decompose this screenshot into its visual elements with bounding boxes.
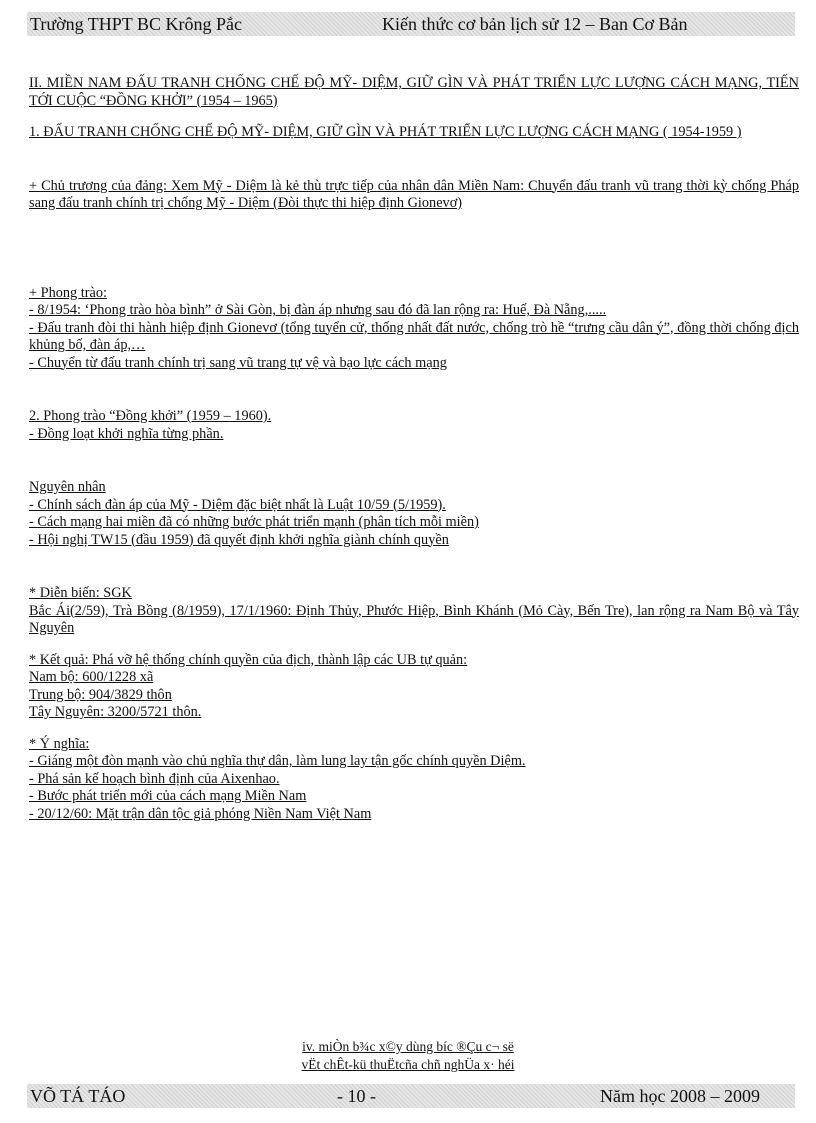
document-body	[29, 75, 799, 823]
footer-page-number: - 10 -	[337, 1086, 376, 1106]
significance-item: - Giáng một đòn mạnh vào chủ nghĩa thự dân, làm lung lay tận gốc chính quyền Diệm.	[29, 753, 526, 769]
result-item: Nam bộ: 600/1228 xã	[29, 669, 154, 685]
garbled-line: vËt chÊt-kü thuËtcña chñ nghÜa x· héi	[301, 1057, 515, 1072]
garbled-line: iv. miÒn b¾c x©y dùng bíc ®Çu c¬ së	[302, 1039, 514, 1054]
movement-item: - Đấu tranh đòi thi hành hiệp định Gionevơ (tổng tuyển cử, thống nhất đất nước, chống trò hề “trưng cầu dân ý”, đồng thời chống địch khủng bố, đàn áp,…	[29, 319, 799, 353]
results-heading: * Kết quả: Phá vỡ hệ thống chính quyền của địch, thành lập các UB tự quản:	[29, 651, 468, 668]
causes-heading: Nguyên nhân	[29, 479, 106, 495]
subsection-2-line: - Đồng loạt khởi nghĩa từng phần.	[29, 425, 224, 442]
movement-item: - Chuyển từ đấu tranh chính trị sang vũ trang tự vệ và bạo lực cách mạng	[29, 354, 447, 371]
header-school: Trường THPT BC Krông Pắc	[30, 14, 242, 34]
cause-item: - Hội nghị TW15 (đầu 1959) đã quyết định khởi nghĩa giành chính quyền	[29, 531, 449, 548]
encoding-garbled-heading	[200, 1038, 616, 1074]
subsection-2-title: 2. Phong trào “Đồng khởi” (1959 – 1960).	[29, 408, 272, 424]
result-item: Tây Nguyên: 3200/5721 thôn.	[29, 704, 202, 720]
policy-paragraph: + Chủ trương của đảng: Xem Mỹ - Diệm là kẻ thù trực tiếp của nhân dân Miền Nam: Chuyển đấu tranh vũ trang thời kỳ chống Pháp sang đấu tranh chính trị chống Mỹ - Diệm (Đòi thực thi hiệp định Gionevơ)	[29, 177, 799, 211]
cause-item: - Cách mạng hai miền đã có những bước phát triển mạnh (phân tích mỗi miền)	[29, 514, 479, 530]
header-subject: Kiến thức cơ bản lịch sử 12 – Ban Cơ Bản	[382, 14, 688, 34]
significance-item: - Phá sản kế hoạch bình định của Aixenhao.	[29, 770, 280, 787]
movement-item: - 8/1954: ‘Phong trào hòa bình” ở Sài Gòn, bị đàn áp nhưng sau đó đã lan rộng ra: Huế, Đà Nẵng,.....	[29, 302, 607, 318]
movement-heading: + Phong trào:	[29, 284, 107, 301]
subsection-1-title: 1. ĐẤU TRANH CHỐNG CHẾ ĐỘ MỸ- DIỆM, GIỮ GÌN VÀ PHÁT TRIỂN LỰC LƯỢNG CÁCH MẠNG ( 1954-1959 )	[29, 124, 742, 140]
result-item: Trung bộ: 904/3829 thôn	[29, 686, 172, 703]
significance-item: - 20/12/60: Mặt trận dân tộc giả phóng Niền Nam Việt Nam	[29, 805, 372, 822]
significance-item: - Bước phát triển mới của cách mạng Miền Nam	[29, 788, 307, 804]
events-text: Bắc Ái(2/59), Trà Bồng (8/1959), 17/1/1960: Định Thủy, Phước Hiệp, Bình Khánh (Mỏ Cày, Bến Tre), lan rộng ra Nam Bộ và Tây Nguyên	[29, 602, 799, 636]
cause-item: - Chính sách đàn áp của Mỹ - Diệm đặc biệt nhất là Luật 10/59 (5/1959).	[29, 496, 446, 513]
footer-school-year: Năm học 2008 – 2009	[600, 1086, 760, 1106]
page-header	[27, 12, 795, 36]
footer-author: VÕ TÁ TÁO	[30, 1086, 126, 1106]
section-title: II. MIỀN NAM ĐẤU TRANH CHỐNG CHẾ ĐỘ MỸ- DIỆM, GIỮ GÌN VÀ PHÁT TRIỂN LỰC LƯỢNG CÁCH MẠNG, TIẾN TỚI CUỘC “ĐỒNG KHỞI” (1954 – 1965)	[29, 75, 799, 109]
page-footer	[27, 1084, 795, 1108]
significance-heading: * Ý nghĩa:	[29, 735, 90, 752]
events-heading: * Diễn biến: SGK	[29, 585, 132, 601]
